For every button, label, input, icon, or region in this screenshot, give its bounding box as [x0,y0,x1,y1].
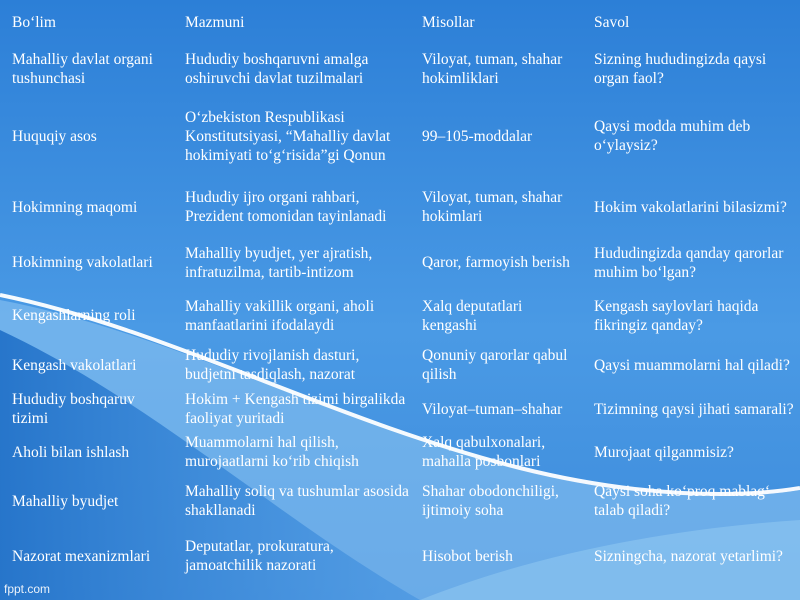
cell-misollar: 99–105-moddalar [422,127,533,145]
table-row [0,44,800,94]
table-row [0,289,800,342]
cell-misollar: Qaror, farmoyish berish [422,254,570,271]
cell-savol: Qaysi soha ko‘proq mablag‘ talab qiladi? [594,483,771,519]
cell-savol: Sizningcha, nazorat yetarlimi? [594,547,783,565]
cell-bolim: Hokimning maqomi [12,198,138,216]
table-row [0,388,800,430]
cell-bolim: Kengash vakolatlari [12,356,137,374]
cell-misollar: Viloyat, tuman, shahar hokimlari [422,189,563,225]
cell-bolim: Nazorat mexanizmlari [12,547,151,565]
cell-savol: Hududingizda qanday qarorlar muhim bo‘lgan? [594,244,784,281]
table-row [0,342,800,388]
cell-bolim: Huquqiy asos [12,127,97,145]
cell-bolim: Hududiy boshqaruv tizimi [12,391,135,427]
cell-bolim: Kengashlarning roli [12,307,136,324]
cell-savol: Hokim vakolatlarini bilasizmi? [594,198,787,216]
header-mazmuni: Mazmuni [185,13,245,31]
cell-savol: Qaysi modda muhim deb o‘ylaysiz? [594,118,751,154]
header-savol: Savol [594,13,630,31]
cell-misollar: Viloyat, tuman, shahar hokimliklari [422,51,563,87]
table-row [0,178,800,236]
table-row [0,94,800,178]
cell-savol: Kengash saylovlari haqida fikringiz qanday? [594,297,759,334]
cell-savol: Tizimning qaysi jihati samarali? [594,400,794,418]
cell-savol: Qaysi muammolarni hal qiladi? [594,356,790,374]
fppt-watermark: fppt.com [4,582,51,596]
cell-savol: Sizning hududingizda qaysi organ faol? [594,51,767,87]
table-row [0,474,800,528]
cell-bolim: Hokimning vakolatlari [12,254,153,271]
cell-bolim: Aholi bilan ishlash [12,443,130,461]
cell-mazmuni: Muammolarni hal qilish, murojaatlarni ko‘rib chiqish [185,434,359,470]
cell-misollar: Viloyat–tuman–shahar [422,400,563,418]
cell-mazmuni: Mahalliy vakillik organi, aholi manfaatlarini ifodalaydi [185,297,375,334]
header-misollar: Misollar [422,13,475,31]
cell-mazmuni: Hududiy ijro organi rahbari, Prezident tomonidan tayinlanadi [185,189,387,225]
cell-bolim: Mahalliy davlat organi tushunchasi [12,51,153,87]
cell-bolim: Mahalliy byudjet [12,492,119,510]
cell-misollar: Xalq deputatlari kengashi [422,297,523,334]
cell-mazmuni: O‘zbekiston Respublikasi Konstitutsiyasi, “Mahalliy davlat hokimiyati to‘g‘risida”gi Qonun [185,108,391,164]
table-header-row [0,0,800,44]
cell-misollar: Shahar obodonchiligi, ijtimoiy soha [422,483,559,519]
cell-mazmuni: Mahalliy byudjet, yer ajratish, infratuzilma, tartib-intizom [185,244,373,281]
table-row [0,528,800,584]
cell-mazmuni: Hokim + Kengash tizimi birgalikda faoliyat yuritadi [185,391,406,427]
cell-misollar: Xalq qabulxonalari, mahalla posbonlari [422,434,546,470]
cell-mazmuni: Deputatlar, prokuratura, jamoatchilik nazorati [185,538,334,574]
header-bolim: Bo‘lim [12,13,56,31]
table-row [0,430,800,474]
cell-mazmuni: Hududiy rivojlanish dasturi, budjetni tasdiqlash, nazorat [185,347,360,383]
table-row [0,236,800,289]
cell-mazmuni: Mahalliy soliq va tushumlar asosida shakllanadi [185,483,409,519]
cell-savol: Murojaat qilganmisiz? [594,443,734,461]
cell-mazmuni: Hududiy boshqaruvni amalga oshiruvchi davlat tuzilmalari [185,51,369,87]
cell-misollar: Hisobot berish [422,547,513,565]
cell-misollar: Qonuniy qarorlar qabul qilish [422,347,568,383]
